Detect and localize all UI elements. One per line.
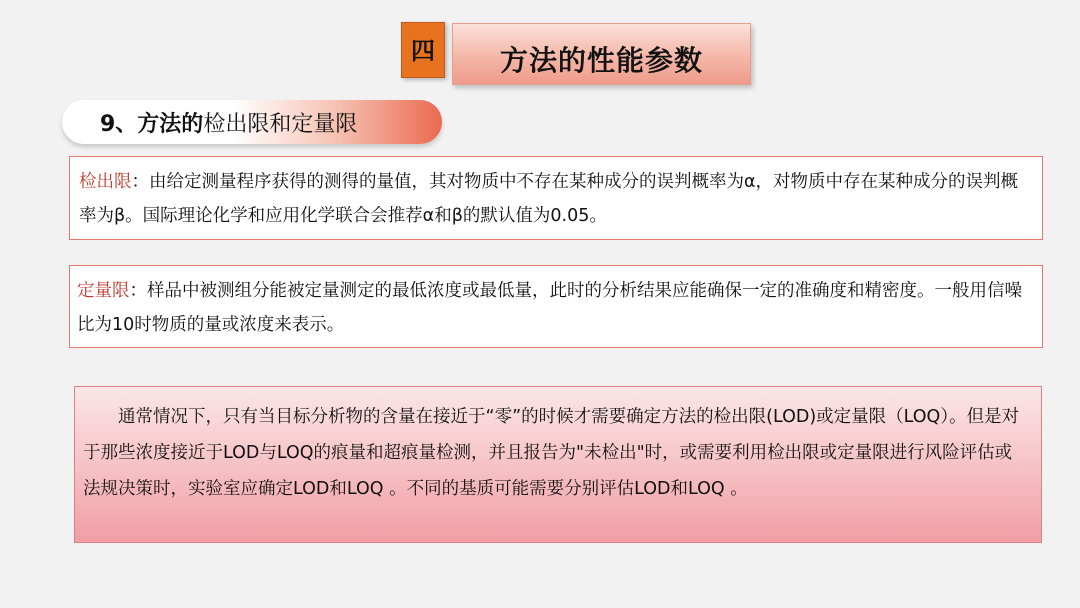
definition-loq-box bbox=[69, 265, 1043, 348]
note-box bbox=[74, 386, 1042, 543]
section-title-bar bbox=[452, 23, 751, 85]
section-title: 方法的性能参数 bbox=[499, 44, 703, 77]
subheading-pill bbox=[62, 100, 442, 144]
subheading-text: 检出限和定量限 bbox=[203, 111, 358, 137]
subheading-number: 9、方法的 bbox=[100, 111, 204, 137]
definition-text: 样品中被测组分能被定量测定的最低浓度或最低量，此时的分析结果应能确保一定的准确度和精密度。一般用信噪比为10时物质的量或浓度来表示。 bbox=[77, 281, 1022, 335]
definition-text: 由给定测量程序获得的测得的量值，其对物质中不存在某种成分的误判概率为α，对物质中存在某种成分的误判概率为β。国际理论化学和应用化学联合会推荐α和β的默认值为0.05。 bbox=[79, 172, 1019, 226]
definition-term: 检出限 bbox=[79, 172, 132, 192]
section-number: 四 bbox=[411, 36, 435, 65]
note-text: 通常情况下，只有当目标分析物的含量在接近于“零”的时候才需要确定方法的检出限(LOD)或定量限（LOQ）。但是对于那些浓度接近于LOD与LOQ的痕量和超痕量检测，并且报告为"未检出"时，或需要利用检出限或定量限进行风险评估或法规决策时，实验室应确定LOD和LOQ 。不同的基质可能需要分别评估LOD和LOQ 。 bbox=[83, 407, 1020, 499]
definition-separator: ： bbox=[129, 281, 147, 301]
definition-term: 定量限 bbox=[77, 281, 130, 301]
section-number-badge bbox=[401, 22, 445, 78]
definition-lod-box bbox=[69, 156, 1043, 240]
definition-separator: ： bbox=[131, 172, 149, 192]
